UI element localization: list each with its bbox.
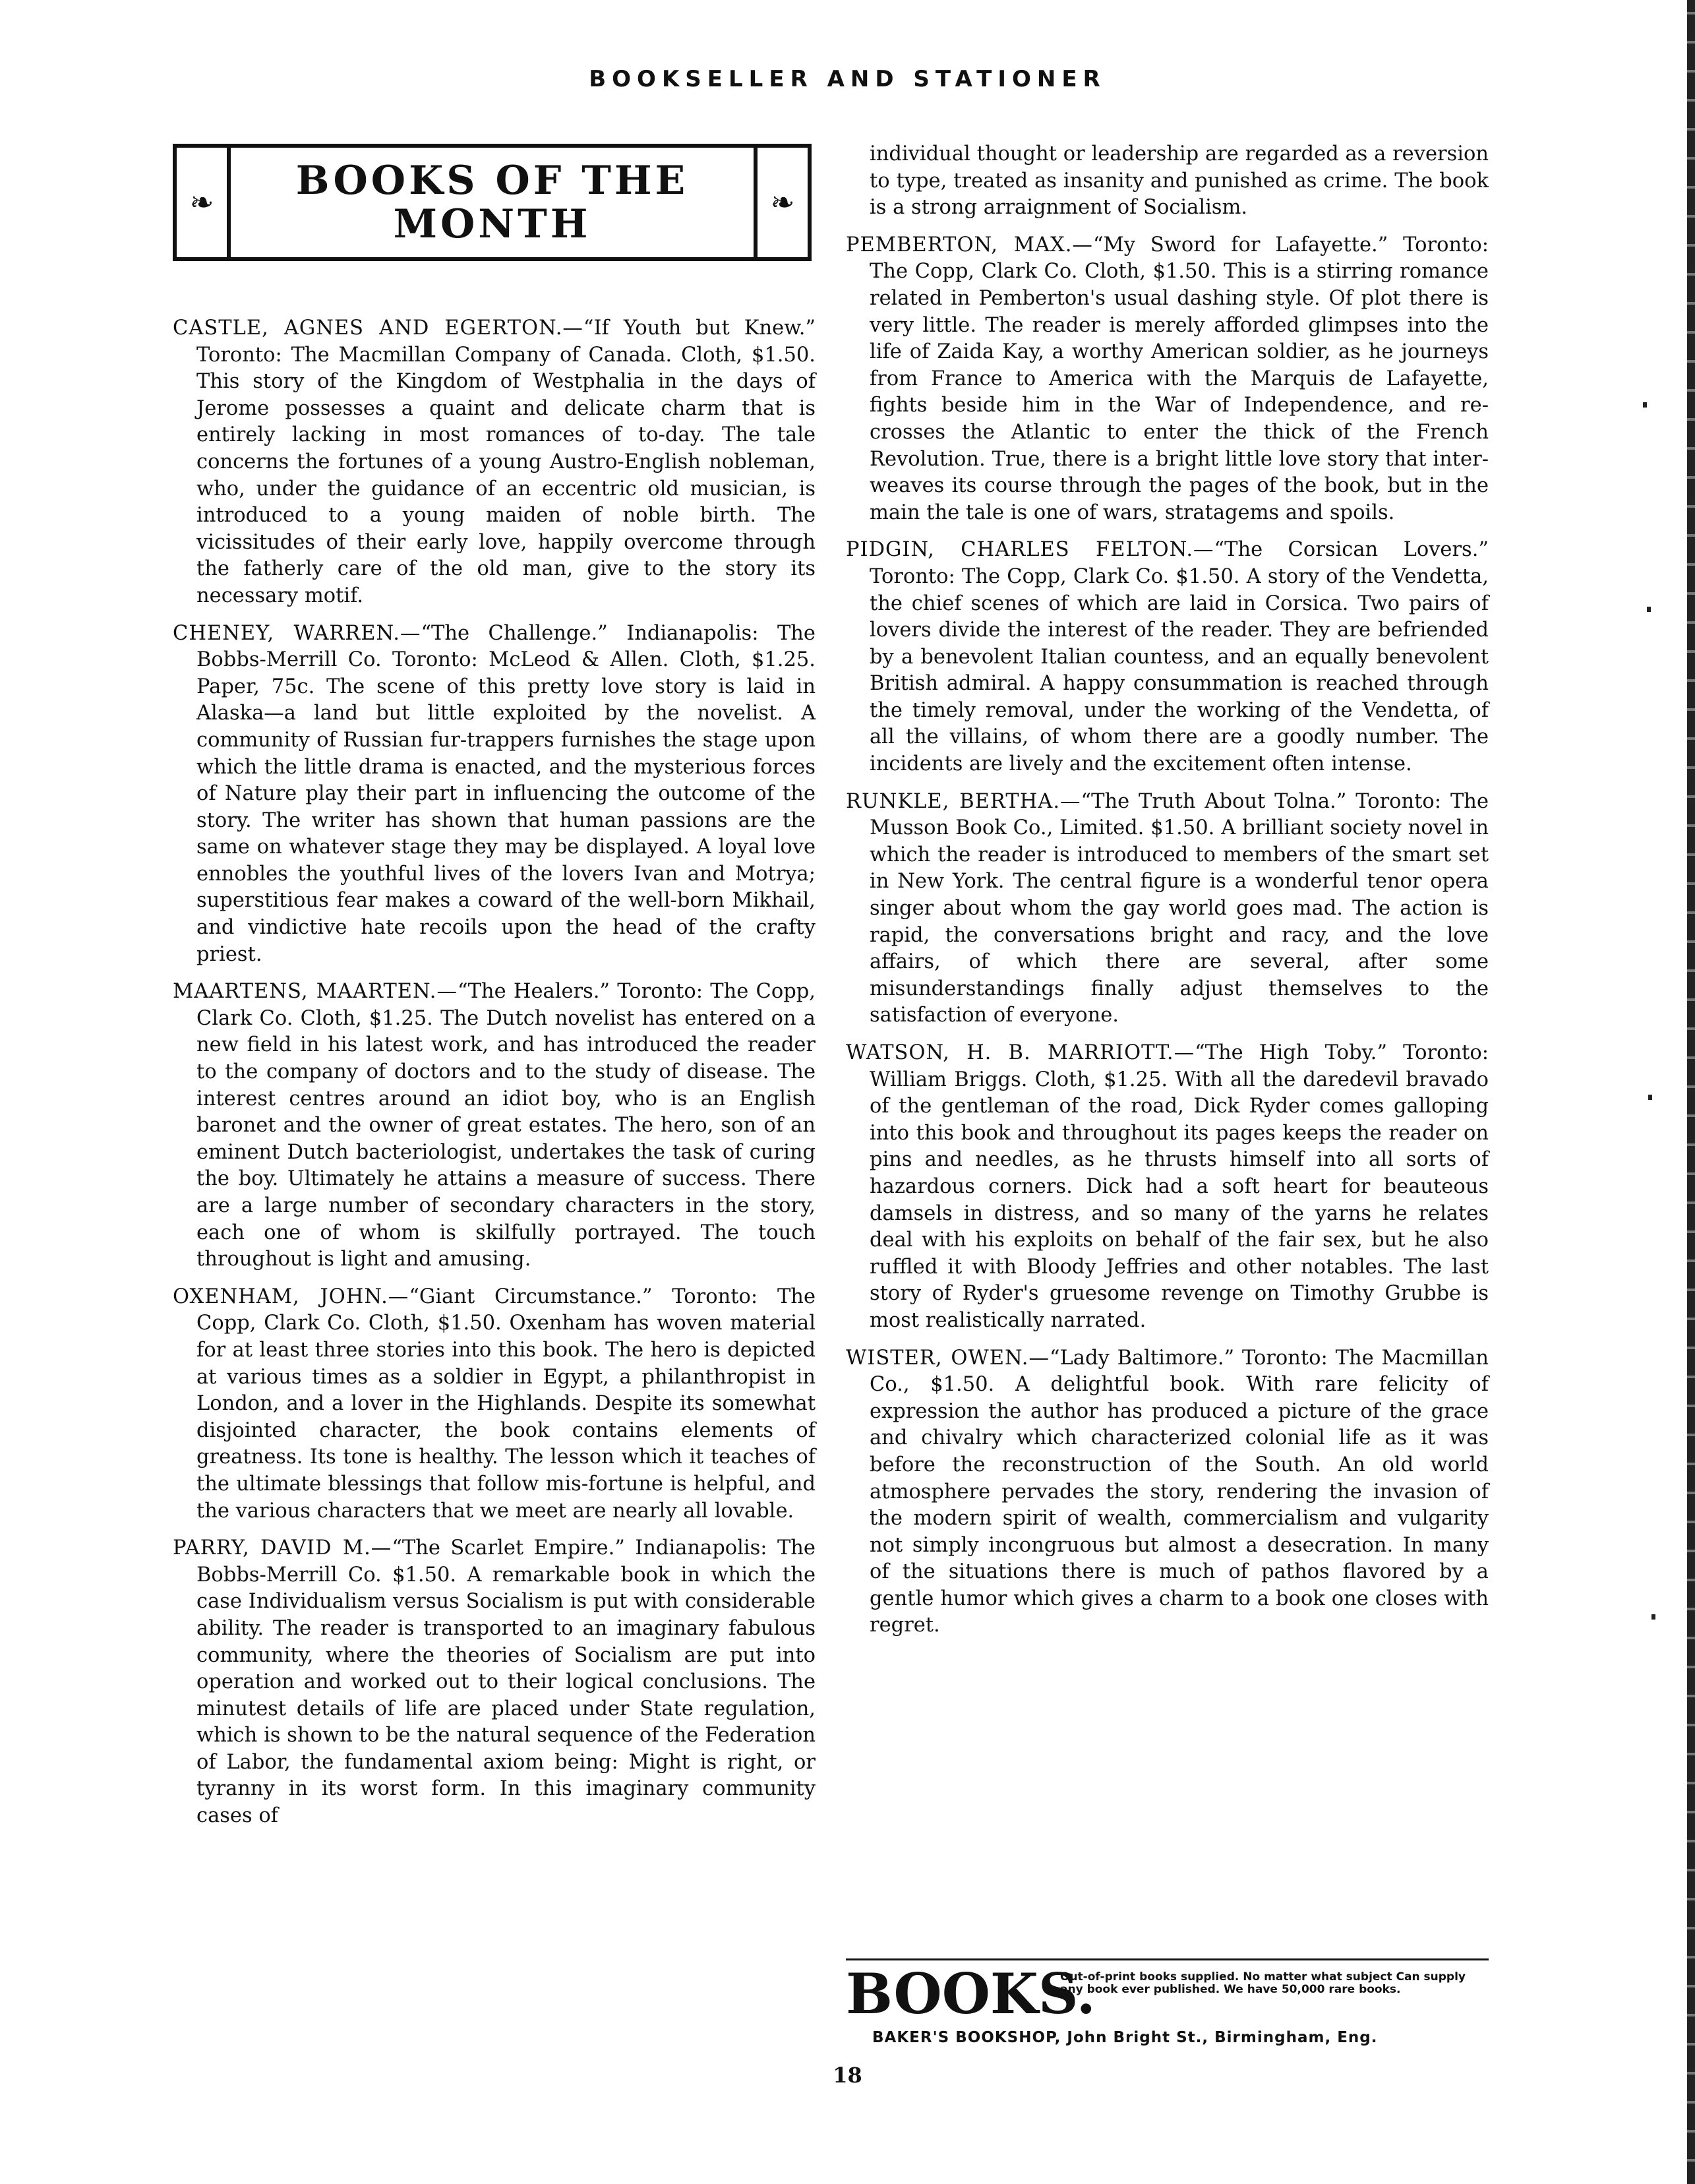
review-author: PARRY, DAVID M.— — [173, 1536, 392, 1560]
ad-headline: BOOKS. — [846, 1961, 1096, 2026]
right-column — [846, 141, 1489, 1650]
review-author: MAARTENS, MAARTEN.— — [173, 980, 458, 1004]
scan-speck — [1647, 607, 1651, 612]
scan-speck — [1643, 402, 1647, 408]
section-title-box — [173, 144, 812, 261]
review-author: WISTER, OWEN.— — [846, 1346, 1050, 1370]
ad-blurb: Out-of-print books supplied. No matter what subject Can supply any book ever published. We have 50,000 rare books. — [1060, 1970, 1466, 1996]
running-head: BOOKSELLER AND STATIONER — [589, 66, 1106, 92]
section-title-line-1: BOOKS OF THE — [295, 158, 689, 204]
review-text: individual thought or leadership are regarded as a reversion to type, treated as insanity and punished as crime. The book is a strong arraignment of Socialism. — [870, 142, 1489, 220]
review-text: “Giant Circumstance.” Toronto: The Copp, Clark Co. Cloth, $1.50. Oxenham has woven material for at least three stories into this book. The hero is depicted at various times as a soldier in Egypt, a philanthropist in London, and a lover in the Highlands. Despite its somewhat disjointed character, the book contains elements of greatness. Its tone is healthy. The lesson which it teaches of the ultimate blessings that follow mis-fortune is helpful, and the various characters that we meet are nearly all lovable. — [196, 1285, 816, 1523]
page-number: 18 — [833, 2063, 862, 2088]
review-author: PIDGIN, CHARLES FELTON.— — [846, 538, 1214, 562]
hand-ornament-icon: ❧ — [754, 148, 808, 257]
review-author: OXENHAM, JOHN.— — [173, 1285, 409, 1308]
review-entry — [846, 232, 1489, 527]
review-text: “My Sword for Lafayette.” Toronto: The Copp, Clark Co. Cloth, $1.50. This is a stirring romance related in Pemberton's usual dashing style. Of plot there is very little. The reader is merely afforded glimpses into the life of Zaida Kay, a worthy American soldier, as he journeys from France to America with the Marquis de Lafayette, fights beside him in the War of Independence, and re-crosses the Atlantic to enter the thick of the French Revolution. True, there is a bright little love story that inter-weaves its course through the pages of the book, but in the main the tale is one of wars, stratagems and spoils. — [870, 233, 1489, 524]
review-entry — [846, 537, 1489, 777]
review-author: CHENEY, WARREN.— — [173, 621, 421, 645]
scan-edge — [1687, 0, 1695, 2184]
review-entry — [846, 789, 1489, 1029]
section-title — [231, 148, 754, 257]
scan-speck — [1648, 1095, 1652, 1100]
review-entry — [846, 1345, 1489, 1640]
review-author: RUNKLE, BERTHA.— — [846, 789, 1081, 813]
review-text: “Lady Baltimore.” Toronto: The Macmillan Co., $1.50. A delightful book. With rare felicity of expression the author has produced a picture of the grace and chivalry which characterized colonial life as it was before the reconstruction of the South. An old world atmosphere pervades the story, rendering the invasion of the modern spirit of wealth, commercialism and vulgarity not simply incongruous but almost a desecration. In many of the situations there is much of pathos flavored by a gentle humor which gives a charm to a book one closes with regret. — [870, 1346, 1489, 1637]
scan-speck — [1651, 1614, 1655, 1620]
hand-ornament-icon: ❧ — [177, 148, 231, 257]
review-text: “The Challenge.” Indianapolis: The Bobbs-Merrill Co. Toronto: McLeod & Allen. Cloth, $1.25. Paper, 75c. The scene of this pretty love story is laid in Alaska—a land but little exploited by the novelist. A community of Russian fur-trappers furnishes the stage upon which the little drama is enacted, and the mysterious forces of Nature play their part in influencing the outcome of the story. The writer has shown that human passions are the same on whatever stage they may be displayed. A loyal love ennobles the youthful lives of the lovers Ivan and Motrya; superstitious fear makes a coward of the well-born Mikhail, and vindictive hate recoils upon the head of the crafty priest. — [196, 621, 816, 966]
review-entry — [846, 1040, 1489, 1335]
review-text: “The Scarlet Empire.” Indianapolis: The Bobbs-Merrill Co. $1.50. A remarkable book in which the case Individualism versus Socialism is put with considerable ability. The reader is transported to an imaginary fabulous community, where the theories of Socialism are put into operation and worked out to their logical conclusions. The minutest details of life are placed under State regulation, which is shown to be the natural sequence of the Federation of Labor, the fundamental axiom being: Might is right, or tyranny in its worst form. In this imaginary community cases of — [196, 1536, 816, 1828]
review-entry — [173, 1284, 816, 1525]
review-entry — [173, 315, 816, 610]
review-entry — [173, 1535, 816, 1830]
review-entry — [173, 979, 816, 1273]
review-author: WATSON, H. B. MARRIOTT.— — [846, 1041, 1195, 1064]
ad-address: BAKER'S BOOKSHOP, John Bright St., Birmingham, Eng. — [872, 2029, 1378, 2046]
review-entry — [173, 621, 816, 969]
review-text: “The Corsican Lovers.” Toronto: The Copp, Clark Co. $1.50. A story of the Vendetta, the chief scenes of which are laid in Corsica. Two pairs of lovers divide the interest of the reader. They are befriended by a benevolent Italian countess, and an equally benevolent British admiral. A happy consummation is reached through the timely removal, under the working of the Vendetta, of all the villains, of whom there are a goodly number. The incidents are lively and the excitement often intense. — [870, 538, 1489, 776]
review-text: “The Healers.” Toronto: The Copp, Clark Co. Cloth, $1.25. The Dutch novelist has entered on a new field in his latest work, and has introduced the reader to the company of doctors and to the study of disease. The interest centres around an idiot boy, who is an English baronet and the owner of great estates. The hero, son of an eminent Dutch bacteriologist, undertakes the task of curing the boy. Ultimately he attains a measure of success. There are a large number of secondary characters in the story, each one of whom is skilfully portrayed. The touch throughout is light and amusing. — [196, 980, 816, 1271]
review-author: CASTLE, AGNES AND EGERTON.— — [173, 317, 583, 340]
review-author: PEMBERTON, MAX.— — [846, 233, 1093, 257]
section-title-line-2: MONTH — [393, 201, 591, 247]
left-column — [173, 315, 816, 1840]
bookshop-advertisement — [846, 1958, 1489, 2051]
review-text: “The Truth About Tolna.” Toronto: The Musson Book Co., Limited. $1.50. A brilliant society novel in which the reader is introduced to members of the smart set in New York. The central figure is a wonderful tenor opera singer about whom the gay world goes mad. The action is rapid, the conversations bright and racy, and the love affairs, of which there are several, after some misunderstandings finally adjust themselves to the satisfaction of everyone. — [870, 789, 1489, 1027]
review-continuation — [846, 141, 1489, 222]
review-text: “If Youth but Knew.” Toronto: The Macmillan Company of Canada. Cloth, $1.50. This story of the Kingdom of Westphalia in the days of Jerome possesses a quaint and delicate charm that is entirely lacking in most romances of to-day. The tale concerns the fortunes of a young Austro-English nobleman, who, under the guidance of an eccentric old musician, is introduced to a young maiden of noble birth. The vicissitudes of their early love, happily overcome through the fatherly care of the old man, give to the story its necessary motif. — [196, 317, 816, 607]
review-text: “The High Toby.” Toronto: William Briggs. Cloth, $1.25. With all the daredevil bravado of the gentleman of the road, Dick Ryder comes galloping into this book and throughout its pages keeps the reader on pins and needles, as he thrusts himself into all sorts of hazardous corners. Dick had a soft heart for beauteous damsels in distress, and so many of the yarns he relates deal with his exploits on behalf of the fair sex, but he also ruffled it with Bloody Jeffries and other notables. The last story of Ryder's gruesome revenge on Timothy Grubbe is most realistically narrated. — [870, 1041, 1489, 1332]
